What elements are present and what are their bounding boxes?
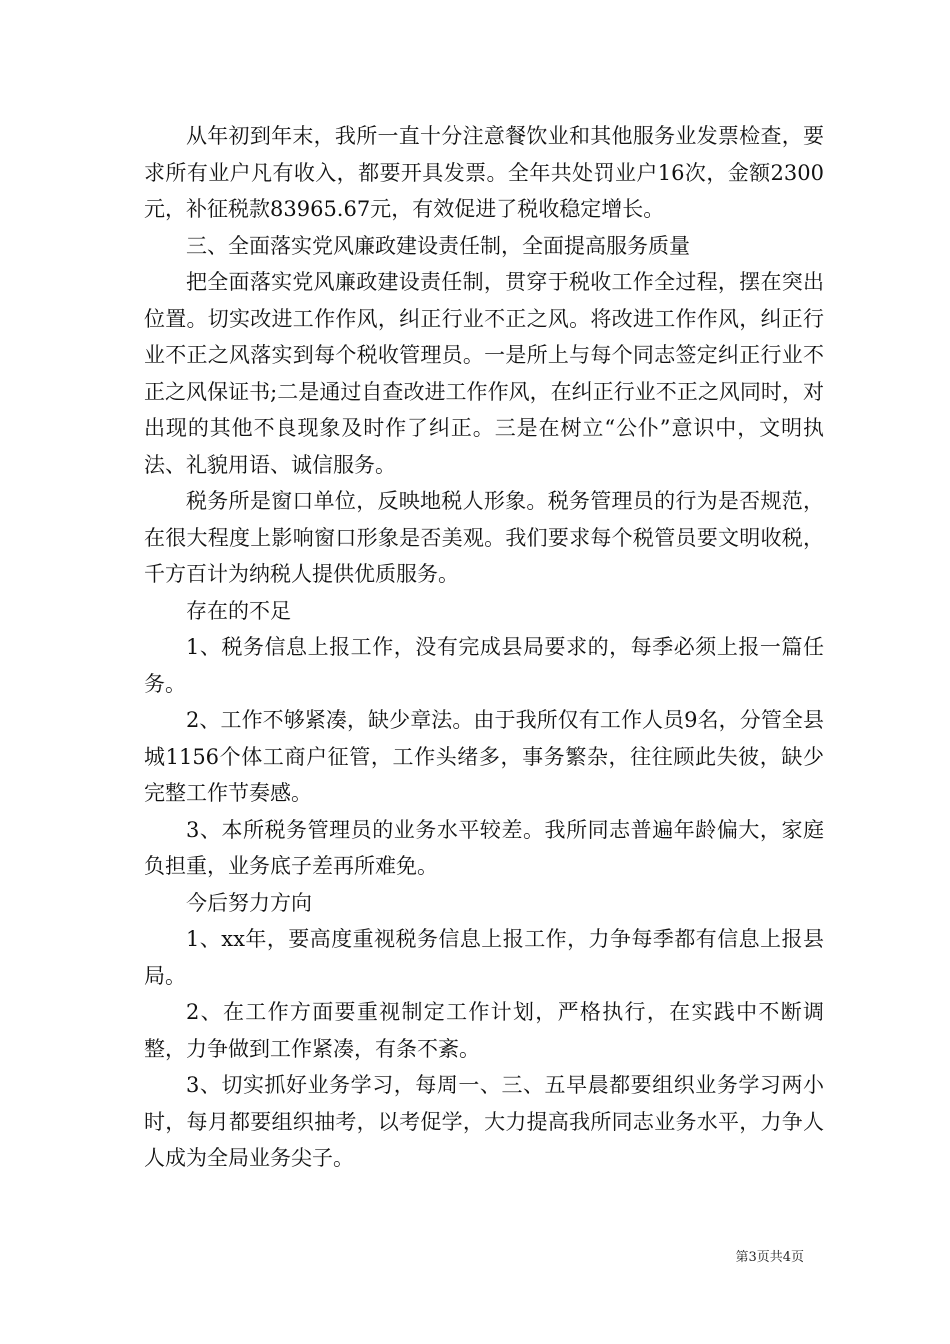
paragraph-invoice-inspection: 从年初到年末，我所一直十分注意餐饮业和其他服务业发票检查，要求所有业户凡有收入，都要开具发票。全年共处罚业户16次，金额2300元，补征税款83965.67元，有效促进了税收稳定增长。 — [144, 124, 824, 221]
paragraph-shortcoming-2: 2、工作不够紧凑，缺少章法。由于我所仅有工作人员9名，分管全县城1156个体工商户征管，工作头绪多，事务繁杂，往往顾此失彼，缺少完整工作节奏感。 — [144, 708, 824, 805]
paragraph-direction-2: 2、在工作方面要重视制定工作计划，严格执行，在实践中不断调整，力争做到工作紧凑，有条不紊。 — [144, 1000, 824, 1061]
paragraph-shortcoming-3: 3、本所税务管理员的业务水平较差。我所同志普遍年龄偏大，家庭负担重，业务底子差再所难免。 — [144, 817, 824, 878]
section-heading-future-direction: 今后努力方向 — [186, 890, 312, 915]
paragraph-shortcoming-1: 1、税务信息上报工作，没有完成县局要求的，每季必须上报一篇任务。 — [144, 635, 824, 696]
page-number-footer: 第3页共4页 — [735, 1250, 804, 1265]
document-body — [144, 118, 824, 1177]
paragraph-service-window: 税务所是窗口单位，反映地税人形象。税务管理员的行为是否规范，在很大程度上影响窗口形象是否美观。我们要求每个税管员要文明收税，千方百计为纳税人提供优质服务。 — [144, 489, 824, 586]
paragraph-direction-3: 3、切实抓好业务学习，每周一、三、五早晨都要组织业务学习两小时，每月都要组织抽考，以考促学，大力提高我所同志业务水平，力争人人成为全局业务尖子。 — [144, 1073, 824, 1170]
section-heading-shortcomings: 存在的不足 — [186, 598, 291, 623]
paragraph-direction-1: 1、xx年，要高度重视税务信息上报工作，力争每季都有信息上报县局。 — [144, 927, 824, 988]
paragraph-integrity-responsibility: 把全面落实党风廉政建设责任制，贯穿于税收工作全过程，摆在突出位置。切实改进工作作风，纠正行业不正之风。将改进工作作风，纠正行业不正之风落实到每个税收管理员。一是所上与每个同志签定纠正行业不正之风保证书;二是通过自查改进工作作风，在纠正行业不正之风同时，对出现的其他不良现象及时作了纠正。三是在树立“公仆”意识中，文明执法、礼貌用语、诚信服务。 — [144, 270, 824, 477]
section-heading-integrity: 三、全面落实党风廉政建设责任制，全面提高服务质量 — [186, 233, 690, 258]
